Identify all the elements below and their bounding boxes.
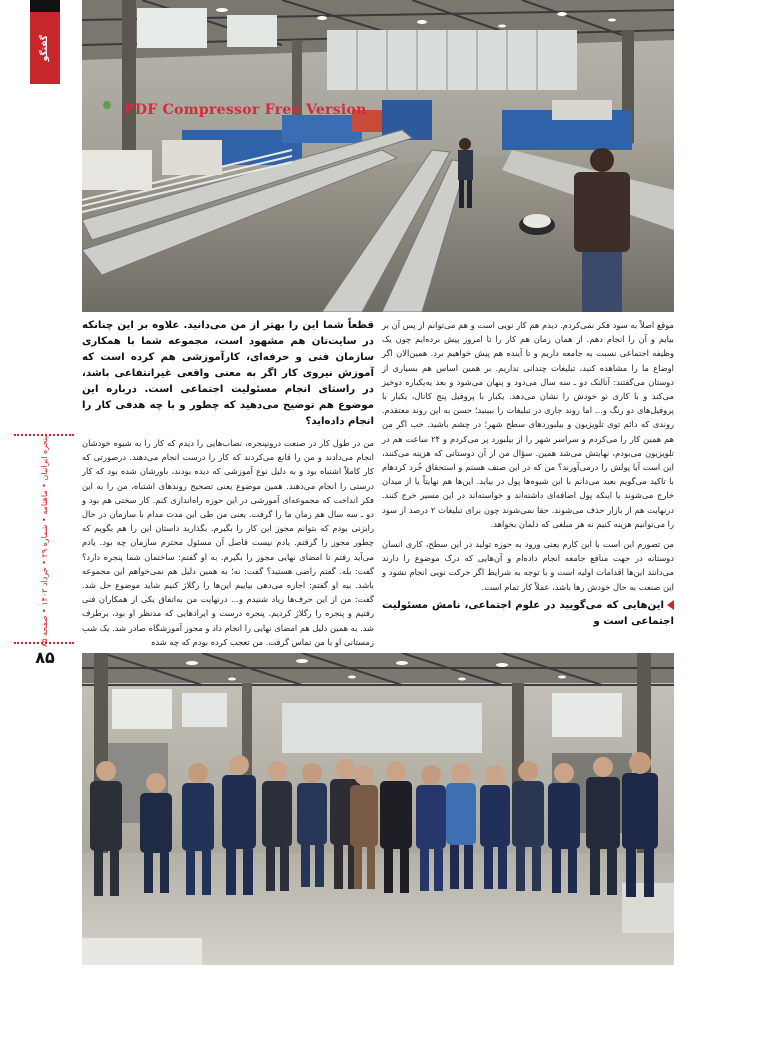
margin-dotted-rule-bottom [14, 642, 74, 644]
pdf-watermark: PDF Compressor Free Version [124, 102, 367, 118]
paragraph: موقع اصلاً به سود فکر نمی‌کردم. دیدم هم کار نویی است و هم می‌توانم از پس آن بر بیایم و آن را انجام دهم. از همان زمان هم کار را تا امروز پیش برده‌ایم چون یک وظیفه اجتماعی نسبت به جامعه داریم و تا آینده هم پیش خواهیم برد. همین‌الان اگر اوضاع ما را مشاهده کنید، تبلیغات چندانی نداریم. بر همین اساس هم بسیاری از دوستان می‌گفتند: آنالنک دو ـ سه سال می‌دود و پنهان می‌شود و بعد یه‌یکباره دوخیز می‌کند و با کاری نو خودش را نشان می‌دهد. یکبار با پروفیل پنج کانال، یکبار با پروفیل‌های دو رنگ و... اما روند جاری در تبلیغات را ببینید؛ حسن به این روند معتقدم. روندی که دائم توی تلویزیون و بیلبوردهای سطح شهر؛ در چشم باشید. خب اگر من هم همین کار را می‌کردم و سراسر شهر را از بیلبورد پر می‌کردم و ۲۴ ساعت هم در تلویزیون می‌بودم، نهایتش می‌شد همین. سؤال من از آن دوستانی که هزینه می‌کنند، این است آیا پولش را درمی‌آورند؟ من که در این صنف هستم و استحقاق خُرد کردهام با تاکید می‌گویم بعید می‌دانم با این شیوه‌ها پول در بیاید. این‌ها هم نهایتاً یا از میدان خارج می‌شوند یا اینکه پول اضافه‌ای داشته‌اند و خواسته‌اند در این مسیر خرج کنند. درنهایت هم از بازار حذف می‌شوند. حقا نمی‌شوند چون برای تبلیغات ۲ درصد از سود را می‌توانیم هزینه کنیم نه هر مبلغی که دلمان بخواهد. [382, 320, 674, 529]
text-column-left [82, 318, 374, 649]
page-number: ۸۵ [35, 648, 55, 667]
section-tab [30, 12, 60, 84]
text-column-right [382, 318, 674, 630]
issue-info: پنجره ایرانیان • ماهنامه • شماره ۲۹ • خرداد ۱۴۰۲ • صفحه ۸۵ [40, 435, 49, 647]
question-marker-icon [667, 600, 674, 610]
factory-hall-illustration [82, 0, 674, 312]
answer-paragraph: من در طول کار در صنعت درونپنجره، نصاب‌هایی را دیدم که کار را به شیوه خودشان انجام می‌دادند و من را قانع می‌کردند که کار را درست انجام می‌دهند. درصورتی که کار کاملاً اشتباه بود و به دلیل نوع آموزشی که دیده بودند، باورشان شده بود که کار درستی را انجام می‌دهند. همین موضوع یعنی تصحیح روندهای اشتباه، من را به این فکر انداخت که مجموعه‌ای آموزشی در این حوزه راه‌اندازی کنم. کار سختی هم بود و دو ـ سه سال هم زمان ما را گرفت. یعنی من طی این مدت مدام با سازمان در حال رایزنی بودم که بتوانم مجوز این کار را بگیرم. بگذارید داستان این را هم بگویم که چطور مجوز را گرفتم. یادم نیست قاصل آن مسئول محترم سازمان چه بود. یادم می‌آید رفتم تا امضای نهایی مجوز را بگیرم. به او گفتم: ساختمان شما پنجره دارد؟ گفت: بله. گفتم راضی هستید؟ گفت: نه؛ به همین دلیل هم نمی‌خواهم این مجموعه باشد. بیه او گفتم: اجازه می‌دهی بیاییم این‌ها را رگلاژ کنیم شاید موضوع حل شد. گفت: من از این حرف‌ها زیاد شنیدم و... درنهایت من به‌اتفاق یکی از همکاران فنی رفتیم و پنجره را رگلاژ کردیم. پنجره درست و ایرادهایی که مدنظر او بود، برطرف شد. به همین دلیل هم امضای نهایی را انجام داد و مجوز آموزشگاه صادر شد. یک شب زمستانی او با من تماس گرفت. من تعجب کرده بودم که چه شده [82, 438, 374, 647]
question-start-text: این‌هایی که می‌گویید در علوم اجتماعی، نامش مسئولیت اجتماعی است و [382, 599, 674, 627]
margin-black-tab [30, 0, 60, 12]
workers-group-illustration [82, 653, 674, 965]
paragraph: من تصورم این است با این کارم یعنی ورود به حوزه تولید در این سطح، کاری انسان دوستانه در جهت منافع جامعه انجام داده‌ام و آن‌هایی که درک موضوع را دارند می‌دانند این‌ها اقدامات اولیه است و با توجه به شرایط اگر حرکت نویی انجام نشود و این صنعت به حال خودش رها باشد، عملاً کار تمام است. [382, 539, 674, 592]
workers-group-photo [82, 653, 674, 965]
interview-question-start [382, 598, 674, 630]
interview-question-end: قطعاً شما این را بهتر از من می‌دانید. علاوه بر این چنانکه در سایت‌تان هم مشهود است، مجموعه شما با همکاری سازمان فنی و حرفه‌ای، کارآموزشی هم کرده است که آموزش نیروی کار اگر به معنی واقعی غیرانتفاعی باشد، در راستای انجام مسئولیت اجتماعی است. درباره این موضوع هم توضیح می‌دهید که چطور و با چه هدفی کار را انجام داده‌اید؟ [82, 320, 374, 427]
factory-hall-photo [82, 0, 674, 312]
section-tab-label: گفتگو [40, 34, 50, 62]
